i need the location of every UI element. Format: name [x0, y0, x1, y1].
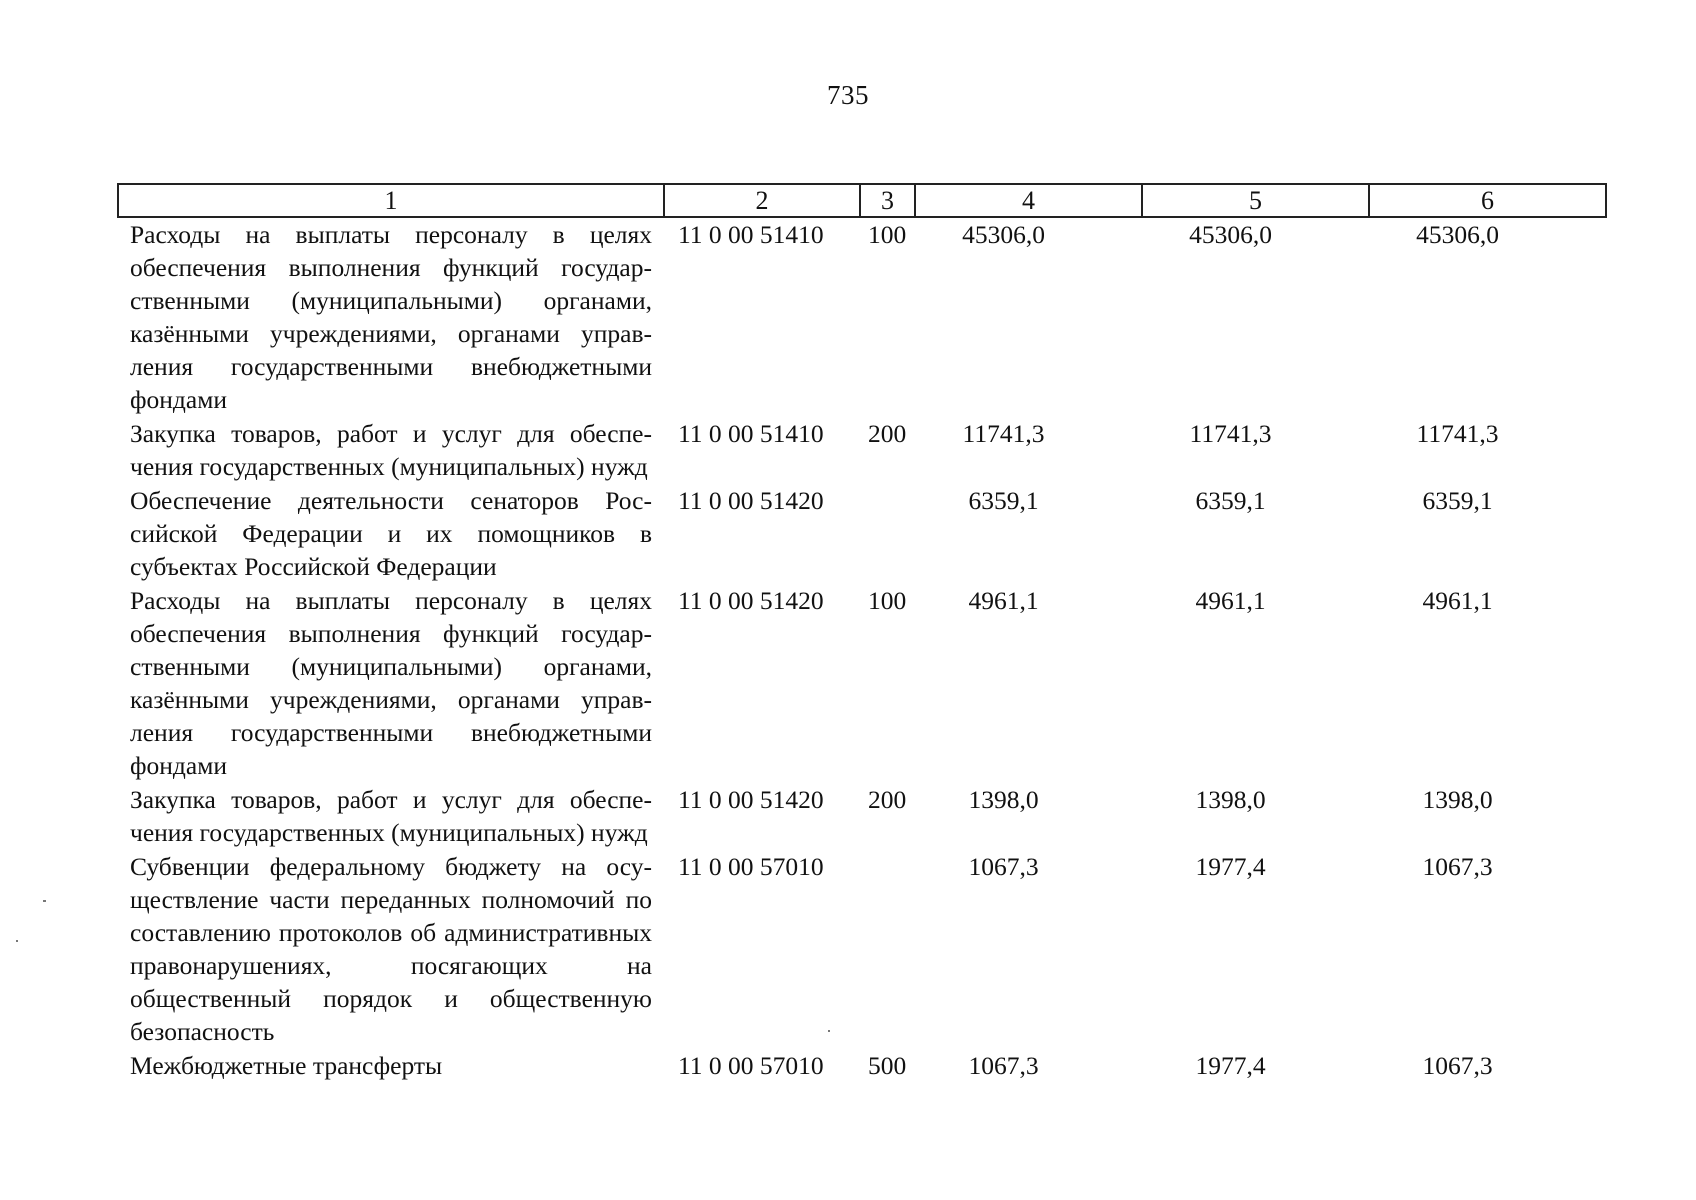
- page-number: 735: [827, 80, 869, 110]
- target-article-code: 11 0 00 51410: [678, 419, 824, 448]
- amount-col-4: 1067,3: [968, 852, 1039, 881]
- header-col-6: 6: [1369, 184, 1606, 217]
- amount-col-4: 6359,1: [968, 486, 1039, 515]
- target-article-code: 11 0 00 57010: [678, 1051, 824, 1080]
- amount-col-6: 6359,1: [1422, 486, 1493, 515]
- expense-name: Закупка товаров, работ и услуг для обеспечения государственных (муниципальных) нужд: [130, 419, 652, 481]
- expense-type-code: 100: [868, 586, 907, 615]
- header-row: [118, 184, 1606, 217]
- expense-name: Расходы на выплаты персоналу в целях обеспечения выполнения функций государственными (муниципальными) органами, казёнными учреждениями, органами управления государственными внебюджетными фондами: [130, 586, 652, 780]
- amount-col-5: 45306,0: [1189, 220, 1272, 249]
- expense-name: Обеспечение деятельности сенаторов Российской Федерации и их помощников в субъектах Российской Федерации: [130, 486, 652, 581]
- table-row: [118, 1049, 1606, 1083]
- amount-col-5: 6359,1: [1195, 486, 1266, 515]
- amount-col-5: 4961,1: [1195, 586, 1266, 615]
- target-article-code: 11 0 00 51420: [678, 586, 824, 615]
- amount-col-5: 11741,3: [1189, 419, 1272, 448]
- header-col-5: 5: [1142, 184, 1369, 217]
- scan-speck: [828, 1030, 830, 1032]
- amount-col-6: 1067,3: [1422, 1051, 1493, 1080]
- target-article-code: 11 0 00 57010: [678, 852, 824, 881]
- header-col-4: 4: [915, 184, 1142, 217]
- header-col-1: 1: [118, 184, 664, 217]
- target-article-code: 11 0 00 51420: [678, 785, 824, 814]
- header-col-2: 2: [664, 184, 860, 217]
- expense-type-code: [860, 850, 915, 1049]
- table-row: [118, 484, 1606, 584]
- target-article-code: 11 0 00 51420: [678, 486, 824, 515]
- amount-col-4: 1398,0: [968, 785, 1039, 814]
- scan-speck: [43, 900, 46, 902]
- expense-type-code: 200: [868, 419, 907, 448]
- table-row: [118, 417, 1606, 484]
- scan-speck: [16, 940, 18, 942]
- table-row: [118, 850, 1606, 1049]
- amount-col-4: 4961,1: [968, 586, 1039, 615]
- amount-col-4: 1067,3: [968, 1051, 1039, 1080]
- expense-type-code: 500: [868, 1051, 907, 1080]
- budget-table: [117, 183, 1607, 1083]
- target-article-code: 11 0 00 51410: [678, 220, 824, 249]
- amount-col-6: 1067,3: [1422, 852, 1493, 881]
- amount-col-5: 1977,4: [1195, 852, 1266, 881]
- expense-name: Закупка товаров, работ и услуг для обеспечения государственных (муниципальных) нужд: [130, 785, 652, 847]
- amount-col-4: 45306,0: [962, 220, 1045, 249]
- expense-name: Межбюджетные трансферты: [130, 1051, 443, 1080]
- table-row: [118, 217, 1606, 417]
- expense-type-code: 200: [868, 785, 907, 814]
- amount-col-6: 45306,0: [1416, 220, 1499, 249]
- amount-col-5: 1398,0: [1195, 785, 1266, 814]
- expense-name: Расходы на выплаты персоналу в целях обеспечения выполнения функций государственными (муниципальными) органами, казёнными учреждениями, органами управления государственными внебюджетными фондами: [130, 220, 652, 414]
- amount-col-6: 4961,1: [1422, 586, 1493, 615]
- expense-name: Субвенции федеральному бюджету на осуществление части переданных полномочий по составлению протоколов об административных правонарушениях, посягающих на общественный порядок и общественную безопасность: [130, 852, 652, 1046]
- expense-type-code: 100: [868, 220, 907, 249]
- table-row: [118, 584, 1606, 783]
- table-row: [118, 783, 1606, 850]
- amount-col-6: 1398,0: [1422, 785, 1493, 814]
- amount-col-5: 1977,4: [1195, 1051, 1266, 1080]
- amount-col-4: 11741,3: [962, 419, 1045, 448]
- expense-type-code: [860, 484, 915, 584]
- header-col-3: 3: [860, 184, 915, 217]
- amount-col-6: 11741,3: [1416, 419, 1499, 448]
